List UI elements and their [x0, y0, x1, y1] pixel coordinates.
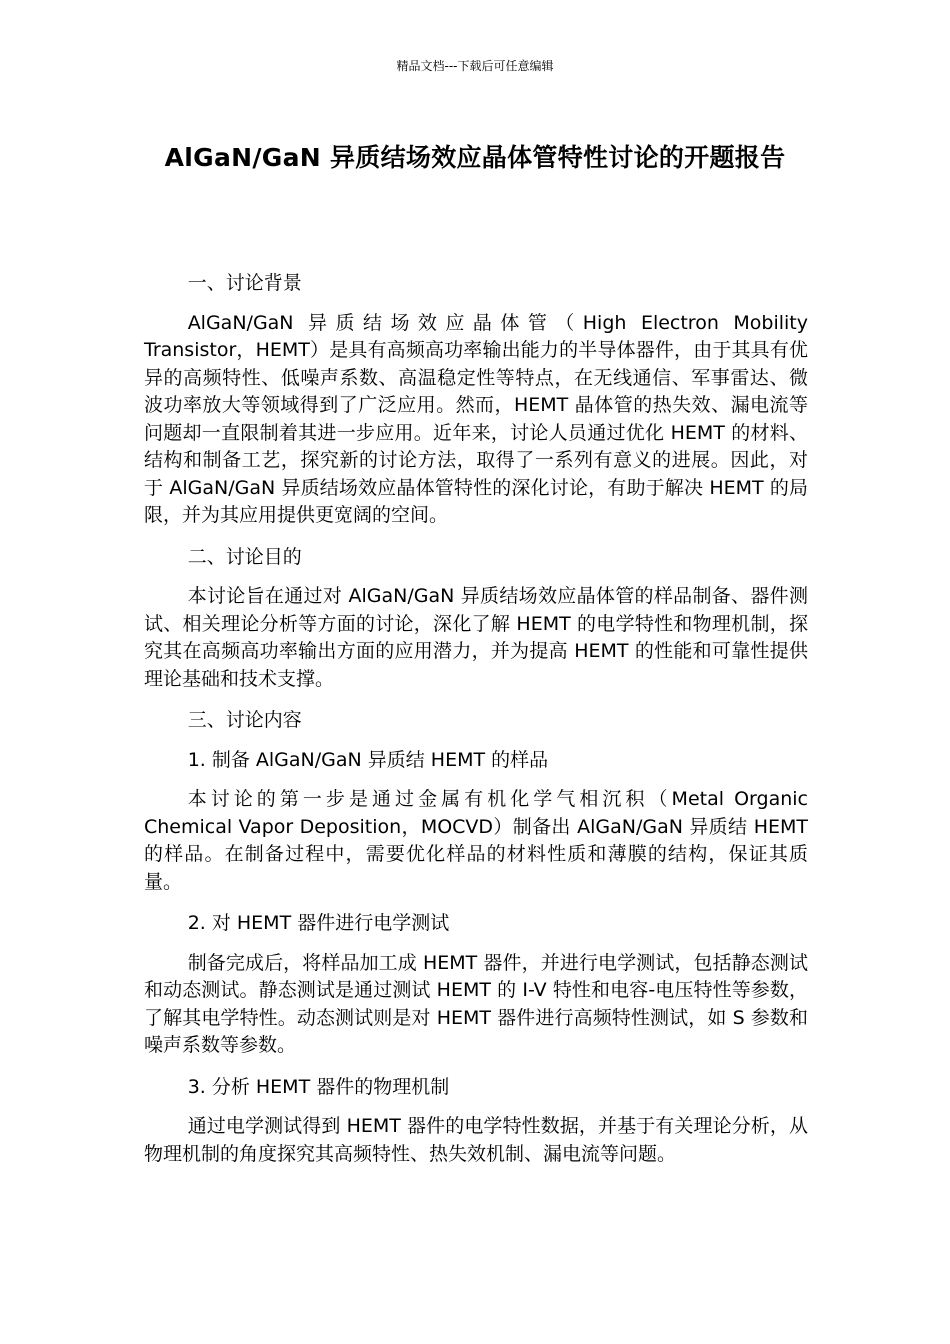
subsection-heading-sample-preparation: 1. 制备 AlGaN/GaN 异质结 HEMT 的样品	[187, 748, 549, 771]
section-heading-background: 一、讨论背景	[187, 272, 302, 294]
section-paragraph-purpose: 本讨论旨在通过对 AlGaN/GaN 异质结场效应晶体管的样品制备、器件测试、相关理论分析等方面的讨论，深化了解 HEMT 的电学特性和物理机制，探究其在高频高功率输出方面的应用潜力，并为提高 HEMT 的性能和可靠性提供理论基础和技术支撑。	[144, 585, 808, 690]
document-title: AlGaN/GaN 异质结场效应晶体管特性讨论的开题报告	[164, 143, 786, 172]
subsection-paragraph-sample-preparation: 本讨论的第一步是通过金属有机化学气相沉积（Metal Organic Chemical Vapor Deposition，MOCVD）制备出 AlGaN/GaN 异质结 HEMT 的样品。在制备过程中，需要优化样品的材料性质和薄膜的结构，保证其质量。	[144, 788, 808, 893]
document-body	[144, 270, 808, 1182]
section-heading-purpose: 二、讨论目的	[187, 545, 302, 568]
section-heading-content: 三、讨论内容	[187, 709, 302, 731]
subsection-heading-physical-mechanism: 3. 分析 HEMT 器件的物理机制	[187, 1075, 450, 1098]
subsection-paragraph-physical-mechanism: 通过电学测试得到 HEMT 器件的电学特性数据，并基于有关理论分析，从物理机制的角度探究其高频特性、热失效机制、漏电流等问题。	[144, 1115, 808, 1165]
subsection-heading-electrical-testing: 2. 对 HEMT 器件进行电学测试	[187, 912, 450, 934]
page-header: 精品文档---下载后可任意编辑	[396, 59, 554, 73]
section-paragraph-background: AlGaN/GaN 异质结场效应晶体管（High Electron Mobility Transistor，HEMT）是具有高频高功率输出能力的半导体器件，由于其具有优异的高频特性、低噪声系数、高温稳定性等特点，在无线通信、军事雷达、微波功率放大等领域得到了广泛应用。然而，HEMT 晶体管的热失效、漏电流等问题却一直限制着其进一步应用。近年来，讨论人员通过优化 HEMT 的材料、结构和制备工艺，探究新的讨论方法，取得了一系列有意义的进展。因此，对于 AlGaN/GaN 异质结场效应晶体管特性的深化讨论，有助于解决 HEMT 的局限，并为其应用提供更宽阔的空间。	[144, 311, 808, 526]
subsection-paragraph-electrical-testing: 制备完成后，将样品加工成 HEMT 器件，并进行电学测试，包括静态测试和动态测试。静态测试是通过测试 HEMT 的 I-V 特性和电容-电压特性等参数，了解其电学特性。动态测试则是对 HEMT 器件进行高频特性测试，如 S 参数和噪声系数等参数。	[144, 951, 808, 1056]
